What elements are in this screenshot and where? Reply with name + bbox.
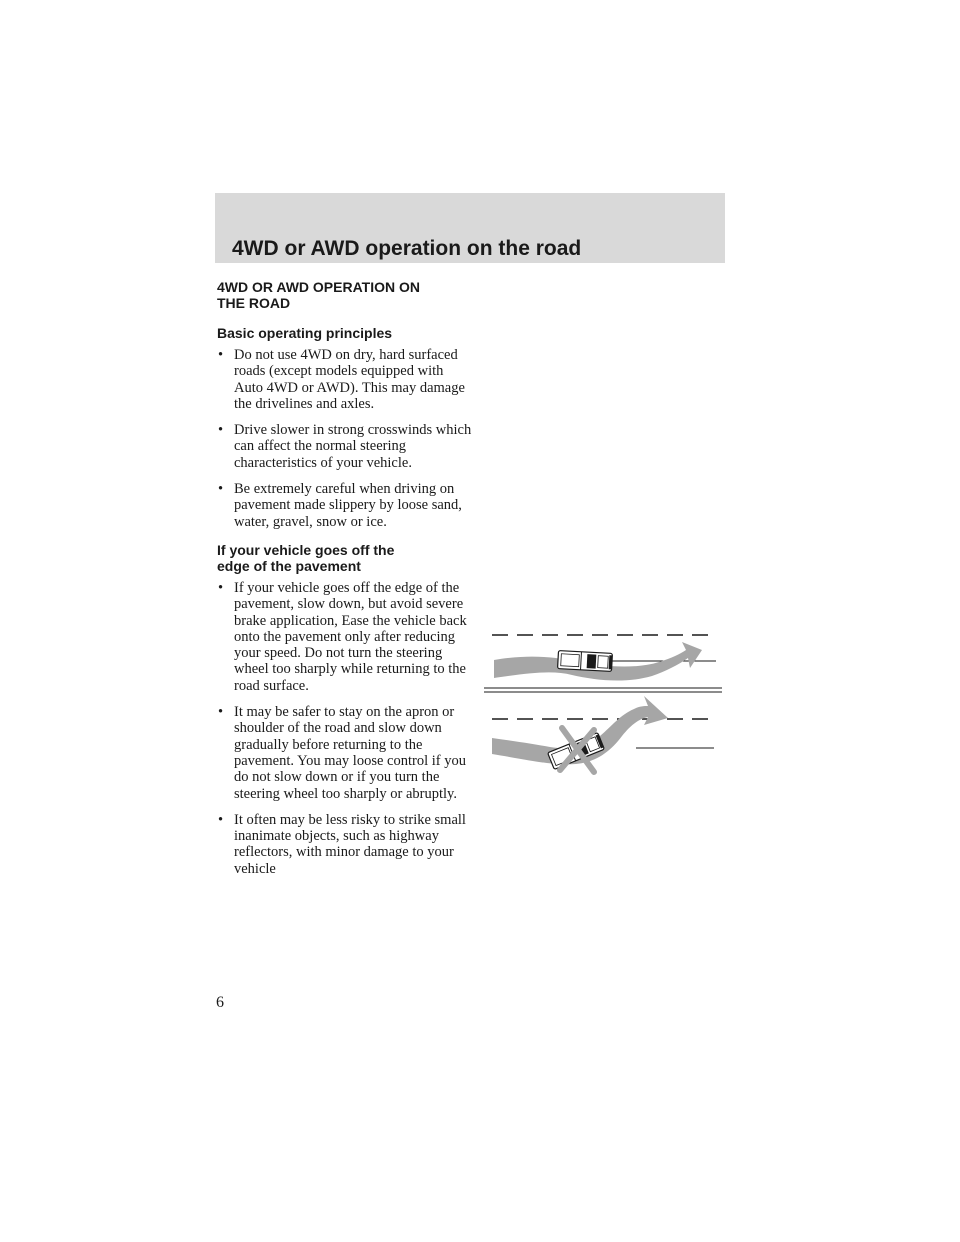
bullet-icon: • <box>218 811 224 828</box>
list-item <box>217 580 472 694</box>
list-item-text: Drive slower in strong crosswinds which can affect the normal steering characteristics of your vehicle. <box>234 422 472 471</box>
list-item-text: Do not use 4WD on dry, hard surfaced roads (except models equipped with Auto 4WD or AWD). This may damage the drivelines and axles. <box>234 347 465 412</box>
bullet-icon: • <box>218 481 224 498</box>
chapter-title: 4WD or AWD operation on the road <box>232 237 582 260</box>
page-content <box>217 279 472 889</box>
bullet-icon: • <box>218 347 224 363</box>
basic-principles-list <box>217 347 472 530</box>
section-heading <box>217 279 472 311</box>
bullet-icon: • <box>218 422 224 439</box>
chapter-header-bar <box>215 193 725 263</box>
list-item <box>217 481 472 530</box>
bullet-icon: • <box>218 704 224 721</box>
edge-heading-line: edge of the pavement <box>217 557 361 574</box>
road-recovery-illustration <box>484 620 726 785</box>
edge-heading-line: If your vehicle goes off the <box>217 541 395 558</box>
list-item-text: If your vehicle goes off the edge of the pavement, slow down, but avoid severe brake application, Ease the vehicle back onto the pavement only after reducing your speed. Do not turn the steering wheel too sharply while returning to the road surface. <box>234 579 467 694</box>
correct-recovery-diagram <box>492 635 716 681</box>
section-heading-line: 4WD OR AWD OPERATION ON <box>217 279 420 295</box>
list-item-text: It often may be less risky to strike small inanimate objects, such as highway reflectors, with minor damage to your vehicle <box>234 811 466 877</box>
list-item <box>217 422 472 471</box>
bullet-icon: • <box>218 579 224 596</box>
list-item <box>217 704 472 802</box>
list-item <box>217 812 472 877</box>
incorrect-recovery-diagram <box>492 696 716 772</box>
list-item <box>217 347 472 412</box>
list-item-text: It may be safer to stay on the apron or shoulder of the road and slow down gradually before returning to the pavement. You may loose control if you do not slow down or if you turn the steering wheel too sharply or abruptly. <box>234 704 466 802</box>
truck-icon <box>558 651 613 672</box>
edge-list <box>217 580 472 877</box>
page-number: 6 <box>216 994 224 1011</box>
section-heading-line: THE ROAD <box>217 295 291 311</box>
list-item-text: Be extremely careful when driving on pavement made slippery by loose sand, water, gravel, snow or ice. <box>234 481 462 530</box>
edge-heading <box>217 542 472 574</box>
basic-principles-heading: Basic operating principles <box>217 325 393 341</box>
